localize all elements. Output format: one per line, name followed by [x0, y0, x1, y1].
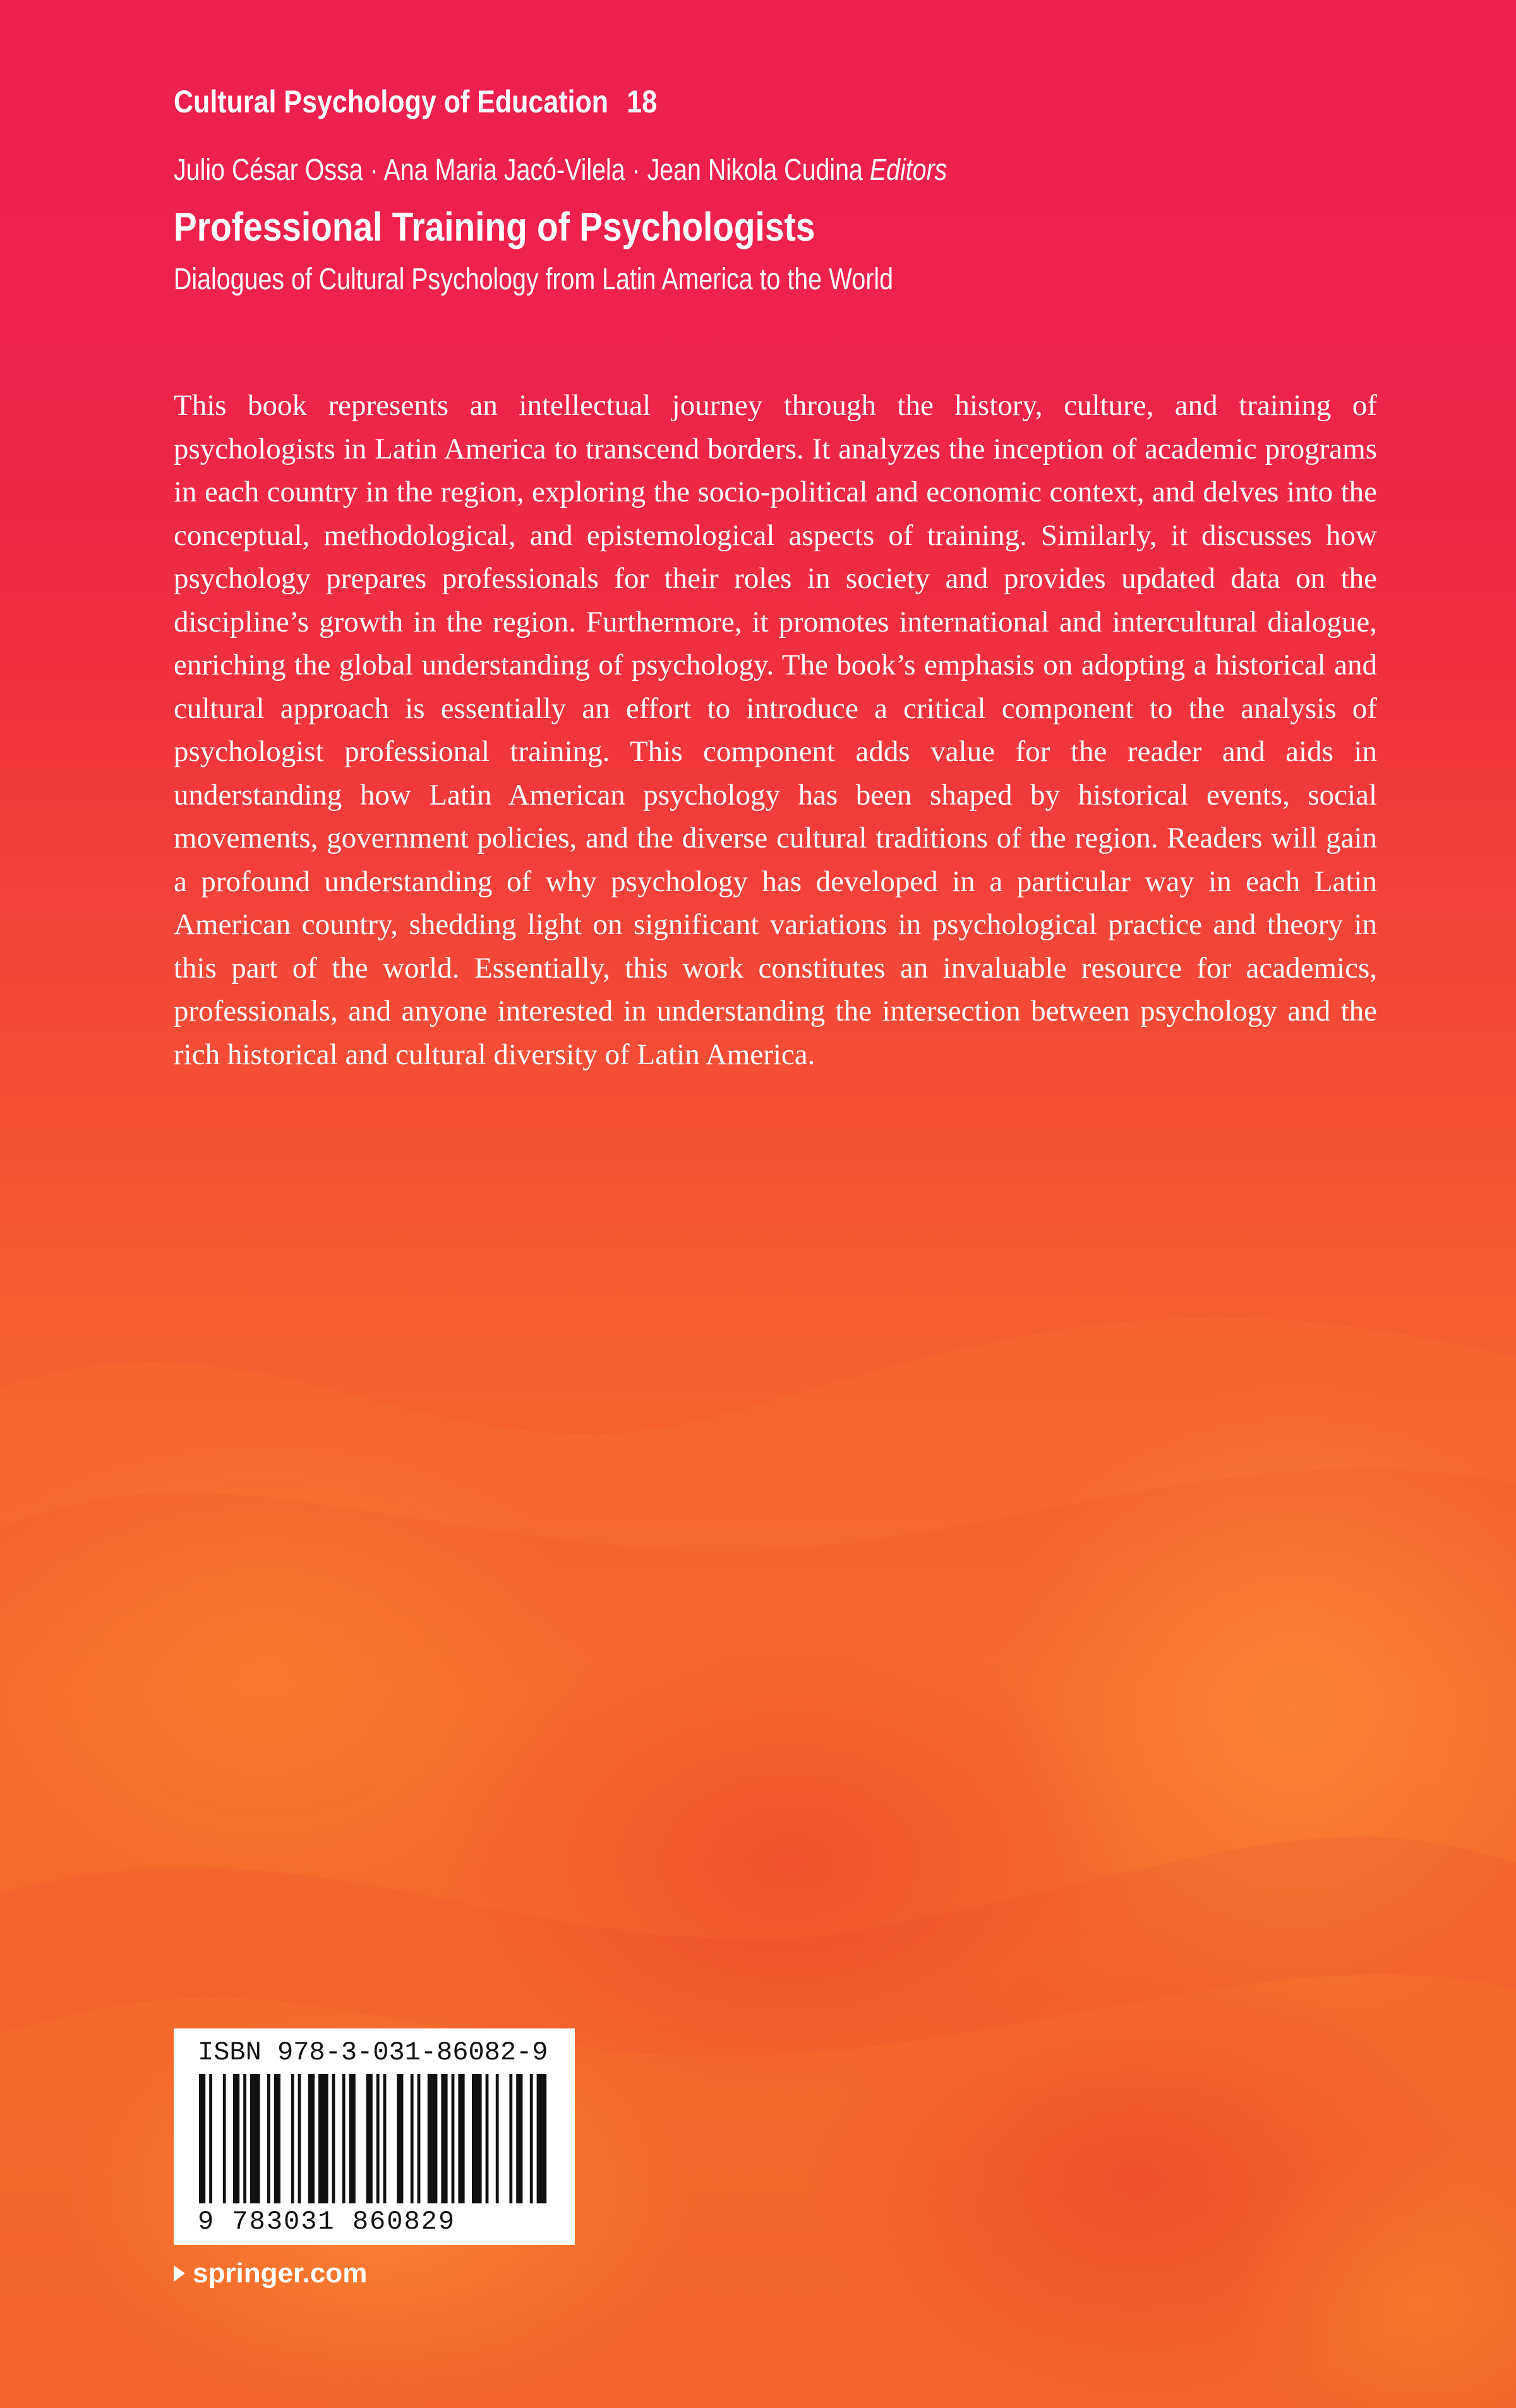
barcode [174, 2028, 575, 2245]
publisher-link[interactable] [174, 2258, 367, 2289]
barcode-bar [250, 2074, 260, 2203]
barcode-bar [223, 2074, 226, 2203]
barcode-bar [516, 2074, 522, 2203]
publisher-url: springer.com [193, 2258, 368, 2289]
barcode-bar [291, 2074, 294, 2203]
series-number: 18 [627, 84, 658, 119]
barcode-bar [441, 2074, 447, 2203]
barcode-bar [308, 2074, 315, 2203]
book-description: This book represents an intellectual journey through the history, culture, and training of psychologists in Latin America to transcend borders. It analyzes the inception of academic programs in each country in the region, exploring the socio-political and economic context, and delves into the conceptual, methodological, and epistemological aspects of training. Similarly, it discusses how psychology prepares professionals for their roles in society and provides updated data on the discipline’s growth in the region. Furthermore, it promotes international and intercultural dialogue, enriching the global understanding of psychology. The book’s emphasis on adopting a historical and cultural approach is essentially an effort to introduce a critical component to the analysis of psychologist professional training. This component adds value for the reader and aids in understanding how Latin American psychology has been shaped by historical events, social movements, government policies, and the diverse cultural traditions of the region. Readers will gain a profound understanding of why psychology has developed in a particular way in each Latin American country, shedding light on significant variations in psychological practice and theory in this part of the world. Essentially, this work constitutes an invaluable resource for academics, professionals, and anyone interested in understanding the intersection between psychology and the rich historical and cultural diversity of Latin America. [174, 389, 1377, 1071]
barcode-bar [267, 2074, 270, 2203]
barcode-bar [509, 2074, 512, 2203]
barcode-digits: 9 783031 860829 [198, 2207, 456, 2237]
barcode-bar [243, 2074, 246, 2203]
barcode-bar [397, 2074, 403, 2203]
barcode-bar [209, 2074, 212, 2203]
editors-role: Editors [869, 153, 948, 187]
barcode-bar [383, 2074, 387, 2203]
arrow-right-icon [174, 2265, 185, 2282]
barcode-bar [486, 2074, 489, 2203]
barcode-bar [452, 2074, 455, 2203]
barcode-bar [428, 2074, 438, 2203]
barcode-bar [332, 2074, 335, 2203]
barcode-bar [342, 2074, 346, 2203]
barcode-bar [349, 2074, 356, 2203]
barcode-bar [418, 2074, 421, 2203]
barcode-bar [274, 2074, 280, 2203]
barcode-bar [458, 2074, 464, 2203]
barcode-bar [411, 2074, 414, 2203]
series-name: Cultural Psychology of Education [174, 84, 609, 119]
editor-names: Julio César Ossa · Ana Maria Jacó-Vilela · Jean Nikola Cudina [174, 153, 863, 187]
barcode-bar [530, 2074, 533, 2203]
barcode-bar [496, 2074, 499, 2203]
barcode-bar [366, 2074, 373, 2203]
book-title: Professional Training of Psychologists [174, 204, 815, 249]
barcode-bar [376, 2074, 380, 2203]
series-line [174, 83, 657, 120]
barcode-bar [318, 2074, 328, 2203]
barcode-bar [472, 2074, 482, 2203]
isbn-label: ISBN 978-3-031-86082-9 [198, 2037, 548, 2068]
book-subtitle: Dialogues of Cultural Psychology from Latin America to the World [174, 263, 894, 296]
barcode-bar [199, 2074, 205, 2203]
barcode-bar [233, 2074, 239, 2203]
barcode-bar [537, 2074, 547, 2203]
barcode-bar [298, 2074, 301, 2203]
editors-line [174, 153, 947, 188]
